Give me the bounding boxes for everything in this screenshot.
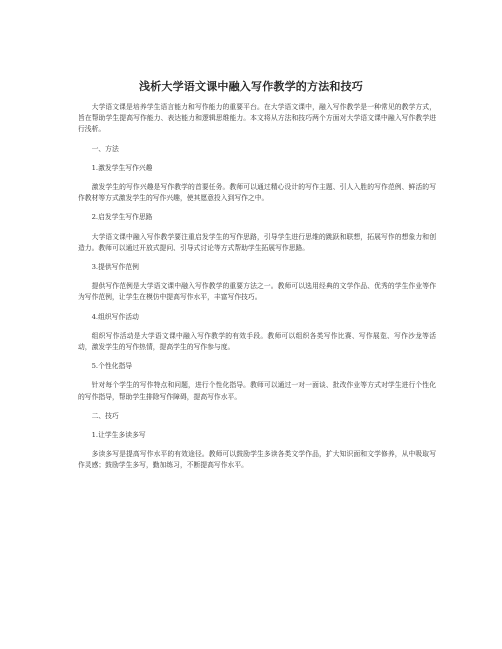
paragraph-method-5: 针对每个学生的写作特点和问题，进行个性化指导。教师可以通过一对一面谈、批改作业等方式对学生进行个性化的写作指导，帮助学生排除写作障碍，提高写作水平。 [78, 381, 436, 401]
document-body [78, 102, 436, 480]
subheading-technique-1: 1.让学生多读多写 [91, 431, 146, 440]
subheading-method-4: 4.组织写作活动 [91, 312, 139, 321]
intro-paragraph: 大学语文课是培养学生语言能力和写作能力的重要平台。在大学语文课中，融入写作教学是一种常见的教学方式，旨在帮助学生提高写作能力、表达能力和逻辑思维能力。本文将从方法和技巧两个方面对大学语文课中融入写作教学进行浅析。 [78, 103, 436, 134]
paragraph-method-3: 提供写作范例是大学语文课中融入写作教学的重要方法之一。教师可以选用经典的文学作品、优秀的学生作业等作为写作范例，让学生在模仿中提高写作水平，丰富写作技巧。 [78, 282, 436, 302]
subheading-method-1: 1.激发学生写作兴趣 [91, 163, 153, 172]
subheading-method-5: 5.个性化指导 [91, 362, 133, 371]
paragraph-technique-1: 多读多写是提高写作水平的有效途径。教师可以鼓励学生多读各类文学作品，扩大知识面和文学修养，从中吸取写作灵感；鼓励学生多写，勤加练习，不断提高写作水平。 [78, 450, 436, 470]
subheading-method-2: 2.启发学生写作思路 [91, 213, 153, 222]
paragraph-method-1: 激发学生的写作兴趣是写作教学的首要任务。教师可以通过精心设计的写作主题、引人入胜的写作范例、鲜活的写作教材等方式激发学生的写作兴趣，使其愿意投入到写作之中。 [78, 183, 436, 203]
subheading-method-3: 3.提供写作范例 [91, 263, 139, 272]
section-heading-methods: 一、方法 [91, 144, 119, 153]
paragraph-method-4: 组织写作活动是大学语文课中融入写作教学的有效手段。教师可以组织各类写作比赛、写作展览、写作沙龙等活动，激发学生的写作热情，提高学生的写作参与度。 [78, 331, 436, 352]
section-heading-techniques: 二、技巧 [91, 411, 119, 420]
document-title: 浅析大学语文课中融入写作教学的方法和技巧 [139, 80, 363, 93]
paragraph-method-2: 大学语文课中融入写作教学要注重启发学生的写作思路，引导学生进行思维的跳跃和联想，拓展写作的想象力和创造力。教师可以通过开放式提问、引导式讨论等方式帮助学生拓展写作思路。 [78, 232, 436, 252]
